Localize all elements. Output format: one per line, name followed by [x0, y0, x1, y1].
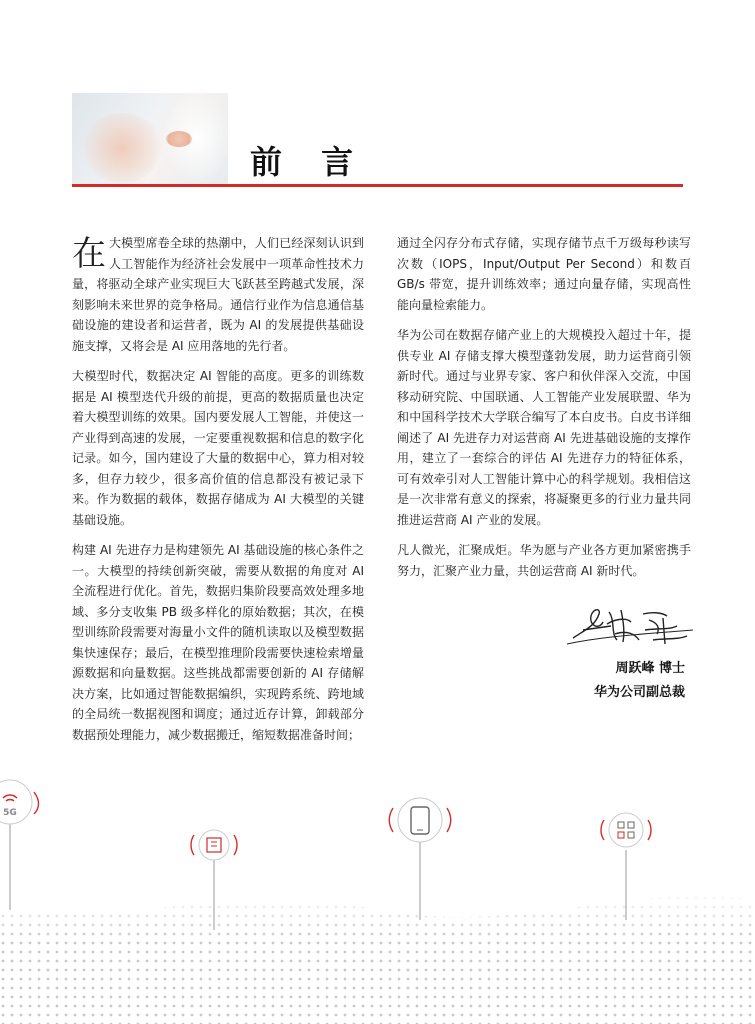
right-column: [397, 233, 691, 591]
paragraph: 华为公司在数据存储产业上的大规模投入超过十年，提供专业 AI 存储支撑大模型蓬勃发展，助力运营商引领新时代。通过与业界专家、客户和伙伴深入交流，中国移动研究院、中国联通、人工智能产业发展联盟、华为和中国科学技术大学联合编写了本白皮书。白皮书详细阐述了 AI 先进存力对运营商 AI 先进基础设施的支撑作用，建立了一套综合的评估 AI 先进存力的特征体系，可有效牵引对人工智能计算中心的科学规划。我相信这是一次非常有意义的探索，将凝聚更多的行业力量共同推进运营商 AI 产业的发展。: [397, 328, 691, 527]
badge-5g: 5G: [3, 808, 17, 818]
page-title: 前 言: [250, 143, 368, 181]
signatory-name: 周跃峰 博士: [615, 661, 685, 676]
5g-signal-icon: [0, 780, 39, 824]
paragraph-text: 大模型席卷全球的热潮中，人们已经深刻认识到人工智能作为经济社会发展中一项革命性技术力量，将驱动全球产业实现巨大飞跃甚至跨越式发展，深刻影响未来世界的竞争格局。通信行业作为信息通信基础设施的建设者和运营者，既为 AI 的发展提供基础设施支撑，又将会是 AI 应用落地的先行者。: [72, 236, 364, 353]
hero-image: [72, 93, 228, 185]
handwritten-signature: [565, 600, 695, 650]
decorative-footer: [0, 760, 755, 1024]
fingertip-image: [166, 131, 192, 147]
signatory-title: 华为公司副总裁: [593, 685, 685, 700]
paragraph: 凡人微光，汇聚成炬。华为愿与产业各方更加紧密携手努力，汇聚产业力量，共创运营商 AI 新时代。: [397, 543, 691, 578]
paragraph: 大模型时代，数据决定 AI 智能的高度。更多的训练数据是 AI 模型迭代升级的前提，更高的数据质量也决定着大模型训练的效果。国内要发展人工智能，并使这一产业得到高速的发展，一定要重视数据和信息的数字化记录。如今，国内建设了大量的数据中心，算力相对较多，但存力较少，很多高价值的信息都没有被记录下来。作为数据的载体，数据存储成为 AI 大模型的关键基础设施。: [72, 369, 364, 527]
dropcap: 在: [72, 234, 106, 274]
apps-grid-icon: [601, 813, 651, 847]
paragraph: 通过全闪存分布式存储，实现存储节点千万级每秒读写次数（IOPS，Input/Output Per Second）和数百 GB/s 带宽，提升训练效率；通过向量存储，实现高性能向量检索能力。: [397, 236, 691, 312]
paragraph: [72, 233, 364, 356]
title-divider: [72, 184, 683, 187]
paragraph: 构建 AI 先进存力是构建领先 AI 基础设施的核心条件之一。大模型的持续创新突破，需要从数据的角度对 AI 全流程进行优化。首先，数据归集阶段要高效处理多地域、多分支收集 PB 级多样化的原始数据；其次，在模型训练阶段需要对海量小文件的随机读取以及模型数据集快速保存；最后，在模型推理阶段需要快速检索增量源数据和向量数据。这些挑战都需要创新的 AI 存储解决方案，比如通过智能数据编织，实现跨系统、跨地域的全局统一数据视图和调度；通过近存计算，卸载部分数据预处理能力，减少数据搬迁，缩短数据准备时间；: [72, 543, 364, 742]
building-icon: [191, 830, 237, 860]
left-column: [72, 233, 364, 755]
smartphone-icon: [389, 798, 451, 842]
